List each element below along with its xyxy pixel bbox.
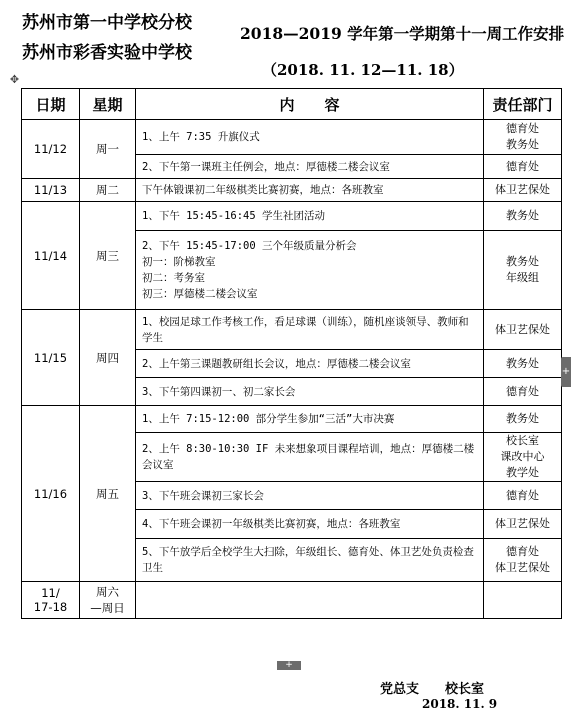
content-text: 2、上午 8:30-10:30 IF 未来想象项目课程培训，地点：厚德楼二楼会议室 [142,443,475,471]
content-cell [136,539,484,582]
department-cell: 德育处 体卫艺保处 [484,539,562,582]
content-cell [136,231,484,310]
weekday-cell: 周六 —周日 [80,582,136,619]
table-row [22,406,562,433]
date-cell: 11/ 17-18 [22,582,80,619]
content-text: 3、下午第四课初一、初二家长会 [142,385,296,398]
content-text: 3、下午班会课初三家长会 [142,489,264,502]
schedule-table [21,88,562,619]
content-cell [136,155,484,179]
weekday-cell: 周四 [80,310,136,406]
content-cell [136,310,484,350]
content-cell [136,406,484,433]
document-title: 2018—2019 学年第一学期第十一周工作安排 [240,24,565,43]
date-cell: 11/13 [22,179,80,202]
date-range: （2018. 11. 12—11. 18） [262,61,464,79]
department-cell: 体卫艺保处 [484,310,562,350]
table-header-row [22,89,562,120]
department-cell: 德育处 [484,378,562,406]
table-row [22,582,562,619]
content-text: 2、上午第三课题教研组长会议，地点：厚德楼二楼会议室 [142,357,411,370]
department-cell [484,582,562,619]
department-cell: 教务处 年级组 [484,231,562,310]
content-text: 1、上午 7:35 升旗仪式 [142,131,260,143]
content-text: 1、下午 15:45-16:45 学生社团活动 [142,210,326,222]
weekday-cell: 周二 [80,179,136,202]
content-cell [136,202,484,231]
content-text: 2、下午第一课班主任例会，地点：厚德楼二楼会议室 [142,160,390,173]
weekday-cell: 周一 [80,120,136,179]
school-name-line1: 苏州市第一中学校分校 [22,13,192,33]
department-cell: 体卫艺保处 [484,179,562,202]
weekday-cell: 周五 [80,406,136,582]
column-header-weekday: 星期 [80,89,136,120]
department-cell: 教务处 [484,350,562,378]
schedule-body [22,120,562,619]
department-cell: 德育处 教务处 [484,120,562,155]
signature-date: 2018. 11. 9 [422,697,498,711]
content-text: 5、下午放学后全校学生大扫除，年级组长、德育处、体卫艺处负责检查卫生 [142,546,474,574]
content-cell [136,510,484,539]
content-text: 4、下午班会课初一年级棋类比赛初赛，地点：各班教室 [142,518,401,530]
department-cell: 德育处 [484,482,562,510]
content-cell [136,582,484,619]
content-cell [136,433,484,482]
column-header-department: 责任部门 [484,89,562,120]
content-text: 1、校园足球工作考核工作，看足球课（训练），随机座谈领导、教师和学生 [142,315,469,344]
department-cell: 校长室 课改中心 教学处 [484,433,562,482]
department-cell: 教务处 [484,406,562,433]
column-header-date: 日期 [22,89,80,120]
department-cell: 体卫艺保处 [484,510,562,539]
school-name-line2: 苏州市彩香实验中学校 [22,43,192,63]
column-header-content: 内 容 [136,89,484,120]
move-arrows-icon[interactable]: ✥ [9,73,20,86]
content-text: 2、下午 15:45-17:00 三个年级质量分析会 初一：阶梯教室 初二：考务室 初三：厚德楼二楼会议室 [142,240,357,300]
plus-icon[interactable]: + [277,661,301,670]
content-text: 1、上午 7:15-12:00 部分学生参加“三活”大市决赛 [142,413,395,425]
content-cell [136,120,484,155]
plus-icon[interactable]: + [561,357,571,387]
table-row [22,179,562,202]
weekday-cell: 周三 [80,202,136,310]
date-cell: 11/12 [22,120,80,179]
table-row [22,120,562,155]
content-text: 下午体锻课初二年级棋类比赛初赛，地点：各班教室 [142,184,384,196]
signature: 党总支 校长室 [380,682,485,697]
date-cell: 11/15 [22,310,80,406]
department-cell: 德育处 [484,155,562,179]
table-row [22,310,562,350]
content-cell [136,482,484,510]
department-cell: 教务处 [484,202,562,231]
content-cell [136,350,484,378]
table-row [22,202,562,231]
date-cell: 11/14 [22,202,80,310]
content-cell [136,179,484,202]
content-cell [136,378,484,406]
date-cell: 11/16 [22,406,80,582]
